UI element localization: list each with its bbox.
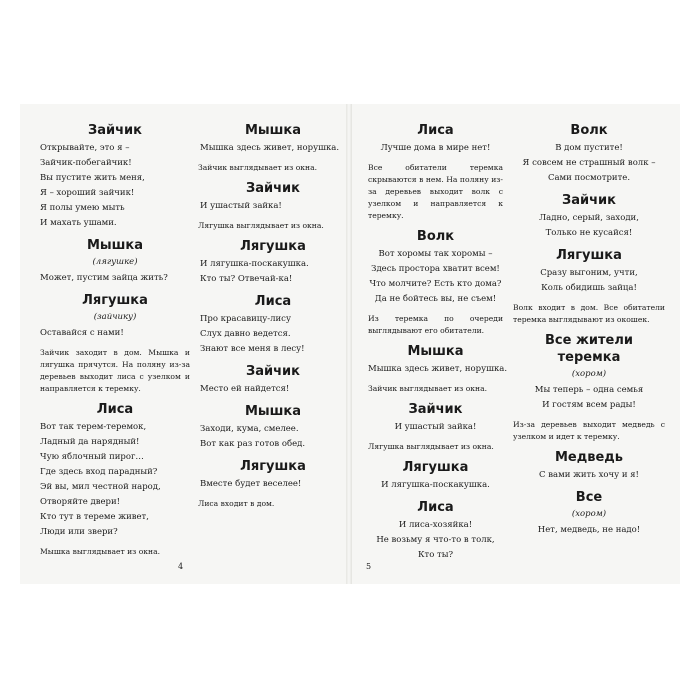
verse-line: Кто тут в тереме живет, (40, 512, 149, 522)
speech-lines (40, 271, 190, 286)
verse-line: Сразу выгоним, учти, (540, 268, 638, 278)
speaker-name: Лягушка (402, 460, 469, 475)
speaker-name: Лягушка (240, 239, 306, 254)
speech-lines (368, 420, 503, 435)
verse-line: Вот хоромы так хоромы – (378, 249, 493, 259)
speaker-name: Волк (570, 123, 608, 138)
verse-line: Здесь простора хватит всем! (371, 264, 500, 274)
verse-line: Ладно, серый, заходи, (539, 213, 639, 223)
speaker-name: Все (575, 490, 603, 505)
speaker-name: Лиса (254, 294, 292, 309)
stage-direction: Зайчик заходит в дом. Мышка и лягушка прячутся. На поляну из-за деревьев выходит лиса с узелком и направляется к теремку. (40, 348, 190, 393)
speech-lines (513, 523, 665, 538)
verse-line: Про красавицу-лису (200, 314, 291, 324)
verse-line: С вами жить хочу и я! (539, 470, 639, 480)
verse-line: Кто ты? Отвечай-ка! (200, 274, 293, 284)
speech-lines (368, 247, 503, 307)
verse-line: Не возьму я что-то в толк, (376, 535, 495, 545)
stage-direction: Из-за деревьев выходит медведь с узелком и идет к теремку. (513, 420, 665, 441)
stage-direction: Лиса входит в дом. (198, 499, 275, 508)
stage-direction-inline: (хором) (571, 509, 607, 519)
speech-lines (198, 312, 348, 357)
verse-line: И ушастый зайка! (200, 201, 282, 211)
speech-lines (40, 326, 190, 341)
stage-direction: Волк входит в дом. Все обитатели теремка выглядывают из окошек. (513, 303, 665, 324)
column-1 (40, 118, 190, 564)
verse-line: Вы пустите жить меня, (40, 173, 145, 183)
stage-direction: Из теремка по очереди выглядывают его обитатели. (368, 314, 503, 335)
verse-line: Что молчите? Есть кто дома? (369, 279, 502, 289)
stage-direction-inline: (лягушке) (92, 257, 138, 267)
speaker-name: Зайчик (246, 181, 300, 196)
stage-direction: Лягушка выглядывает из окна. (198, 221, 324, 230)
speaker-name: Волк (416, 229, 455, 244)
verse-line: Место ей найдется! (200, 384, 290, 394)
verse-line: Я совсем не страшный волк – (522, 158, 656, 168)
verse-line: Эй вы, мил честной народ, (40, 482, 161, 492)
verse-line: Коль обидишь зайца! (541, 283, 637, 293)
stage-direction: Лягушка выглядывает из окна. (368, 442, 494, 451)
speech-lines (198, 141, 348, 156)
verse-line: Где здесь вход парадный? (40, 467, 158, 477)
verse-line: И лиса-хозяйка! (398, 520, 473, 530)
stage-direction: Зайчик выглядывает из окна. (368, 384, 488, 393)
speaker-name: Лиса (417, 500, 454, 515)
verse-line: Только не кусайся! (545, 228, 633, 238)
speech-lines (368, 141, 503, 156)
verse-line: Мы теперь – одна семья (534, 385, 644, 395)
speech-lines (40, 141, 190, 231)
verse-line: Я – хороший зайчик! (40, 188, 135, 198)
speaker-name: Зайчик (562, 193, 616, 208)
speech-lines (198, 422, 348, 452)
verse-line: И ушастый зайка! (394, 422, 477, 432)
verse-line: Мышка здесь живет, норушка. (200, 143, 340, 153)
speaker-name: Все жители теремка (545, 333, 633, 365)
verse-line: Да не бойтесь вы, не съем! (374, 294, 497, 304)
verse-line: И лягушка-поскакушка. (200, 259, 309, 269)
verse-line: Слух давно ведется. (200, 329, 291, 339)
speaker-name: Зайчик (88, 123, 142, 138)
speaker-name: Лягушка (82, 293, 148, 308)
speaker-name: Зайчик (246, 364, 300, 379)
speech-lines (368, 518, 503, 563)
stage-direction-inline: (зайчику) (93, 312, 137, 322)
speaker-name: Мышка (86, 238, 144, 253)
speaker-name: Мышка (244, 404, 302, 419)
verse-line: И лягушка-поскакушка. (381, 480, 490, 490)
speech-lines (198, 477, 348, 492)
verse-line: Люди или звери? (40, 527, 118, 537)
page-number-left: 4 (178, 562, 184, 571)
verse-line: Открывайте, это я – (40, 143, 130, 153)
verse-line: Вот так терем-теремок, (40, 422, 147, 432)
verse-line: В дом пустите! (555, 143, 623, 153)
speaker-name: Зайчик (408, 402, 463, 417)
stage-direction-inline: (хором) (571, 369, 607, 379)
speaker-name: Лиса (96, 402, 134, 417)
stage-direction: Зайчик выглядывает из окна. (198, 163, 318, 172)
page-number-right: 5 (366, 562, 372, 571)
verse-line: Сами посмотрите. (547, 173, 631, 183)
speaker-name: Лягушка (240, 459, 306, 474)
speech-lines (368, 362, 508, 377)
column-2 (198, 118, 348, 516)
column-4 (513, 118, 665, 544)
verse-line: Отворяйте двери! (40, 497, 121, 507)
speech-lines (513, 211, 665, 241)
speaker-name: Лягушка (556, 248, 622, 263)
speech-lines (198, 257, 348, 287)
speech-lines (198, 199, 348, 214)
verse-line: И гостям всем рады! (542, 400, 636, 410)
speaker-name: Мышка (244, 123, 302, 138)
verse-line: Вместе будет веселее! (200, 479, 302, 489)
speaker-name: Лиса (417, 123, 454, 138)
verse-line: Знают все меня в лесу! (200, 344, 305, 354)
verse-line: Может, пустим зайца жить? (40, 273, 168, 283)
speech-lines (513, 383, 665, 413)
verse-line: Нет, медведь, не надо! (537, 525, 641, 535)
verse-line: Лучше дома в мире нет! (380, 143, 491, 153)
verse-line: И махать ушами. (40, 218, 117, 228)
speech-lines (513, 468, 665, 483)
speaker-name: Мышка (407, 344, 464, 359)
verse-line: Мышка здесь живет, норушка. (368, 364, 508, 374)
verse-line: Я полы умею мыть (40, 203, 125, 213)
speaker-name: Медведь (554, 450, 623, 465)
speech-lines (198, 382, 348, 397)
verse-line: Кто ты? (417, 550, 454, 560)
speech-lines (513, 266, 665, 296)
speech-lines (40, 420, 190, 540)
speech-lines (368, 478, 503, 493)
verse-line: Оставайся с нами! (40, 328, 124, 338)
verse-line: Вот как раз готов обед. (200, 439, 306, 449)
column-3 (368, 118, 508, 569)
speech-lines (513, 141, 665, 186)
verse-line: Зайчик-побегайчик! (40, 158, 132, 168)
stage-direction: Все обитатели теремка скрываются в нем. На поляну из-за деревьев выходит волк с узелком и направляется к теремку. (368, 163, 503, 220)
verse-line: Чую яблочный пирог… (40, 452, 144, 462)
verse-line: Ладный да нарядный! (40, 437, 140, 447)
stage-direction: Мышка выглядывает из окна. (40, 547, 161, 556)
verse-line: Заходи, кума, смелее. (200, 424, 299, 434)
